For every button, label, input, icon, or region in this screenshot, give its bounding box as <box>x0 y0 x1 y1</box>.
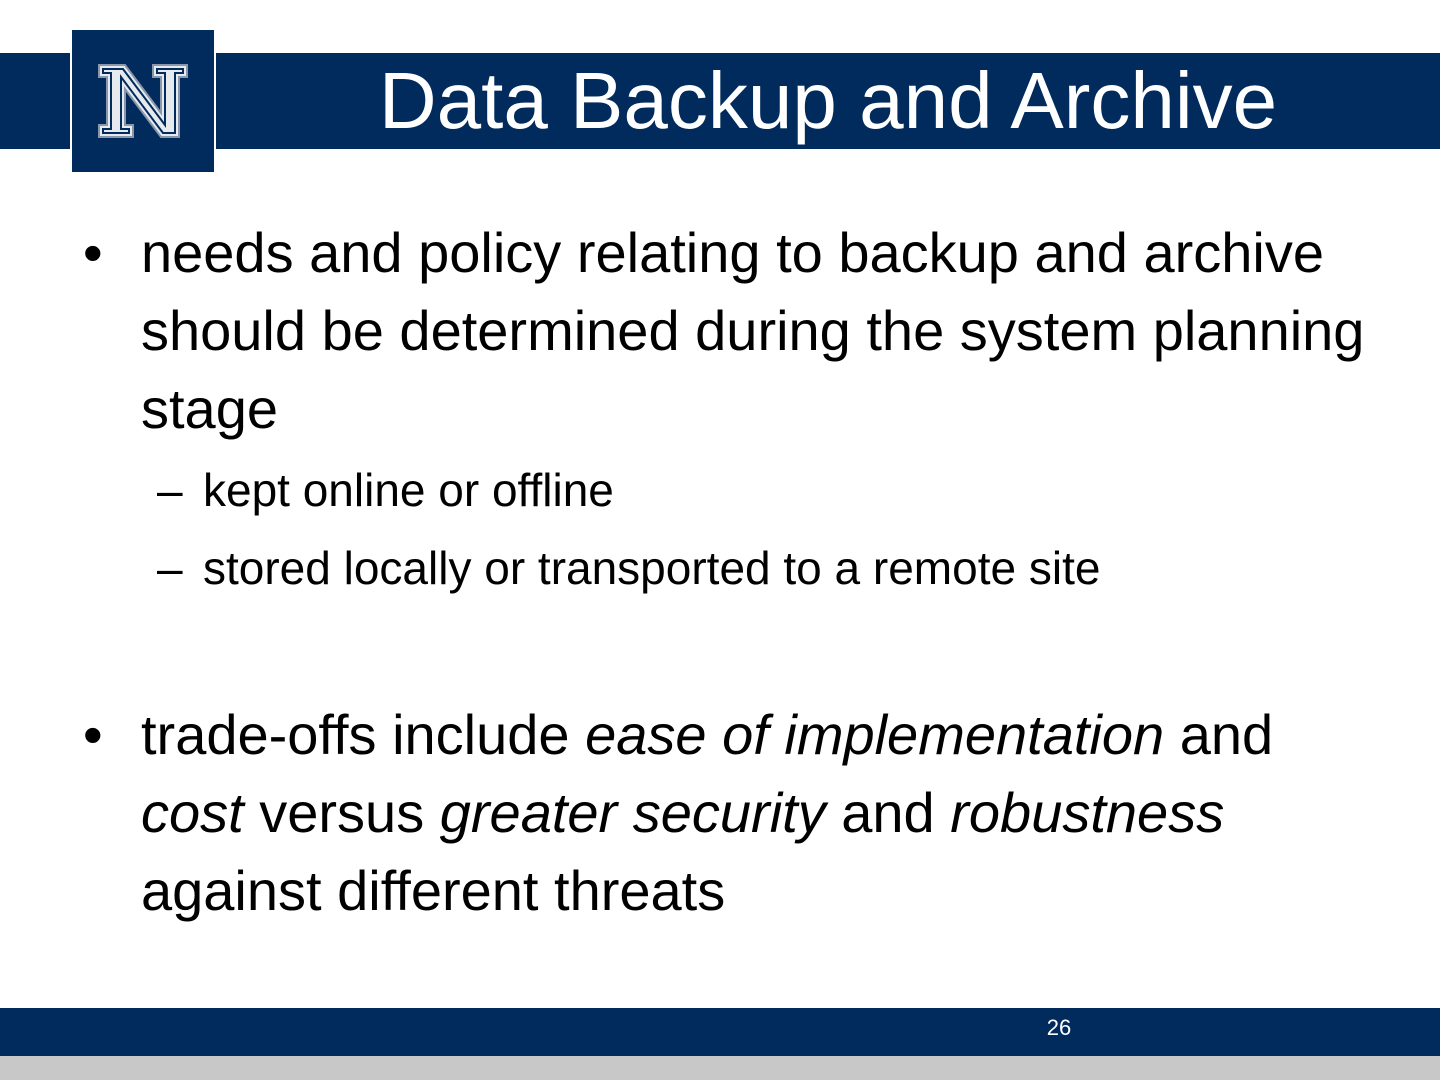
dash-icon: – <box>157 464 183 516</box>
text-run: against different threats <box>141 859 726 922</box>
logo <box>70 28 216 174</box>
slide-title: Data Backup and Archive <box>378 56 1278 145</box>
footer-band <box>0 1008 1440 1056</box>
university-n-logo-icon <box>72 30 214 172</box>
bullet-text: needs and policy relating to backup and archive should be determined during the system planning stage <box>141 221 1365 440</box>
bullet-item <box>83 214 1371 448</box>
text-run: trade-offs include <box>141 703 586 766</box>
text-run: and <box>1164 703 1274 766</box>
sub-bullet-item <box>157 460 1403 520</box>
bullet-item <box>83 696 1371 930</box>
emphasis-text: cost <box>141 781 244 844</box>
emphasis-text: greater security <box>439 781 826 844</box>
emphasis-text: ease of implementation <box>585 703 1165 766</box>
dash-icon: – <box>157 542 183 594</box>
text-run: and <box>825 781 951 844</box>
emphasis-text: robustness <box>950 781 1225 844</box>
page-number: 26 <box>1046 1015 1072 1040</box>
bullet-icon: • <box>83 221 103 284</box>
bullet-text <box>141 703 1273 922</box>
sub-bullet-text: stored locally or transported to a remote site <box>203 542 1101 594</box>
sub-bullet-text: kept online or offline <box>203 464 614 516</box>
bullet-icon: • <box>83 703 103 766</box>
text-run: versus <box>243 781 440 844</box>
sub-bullet-item <box>157 538 1403 598</box>
bottom-strip <box>0 1056 1440 1080</box>
